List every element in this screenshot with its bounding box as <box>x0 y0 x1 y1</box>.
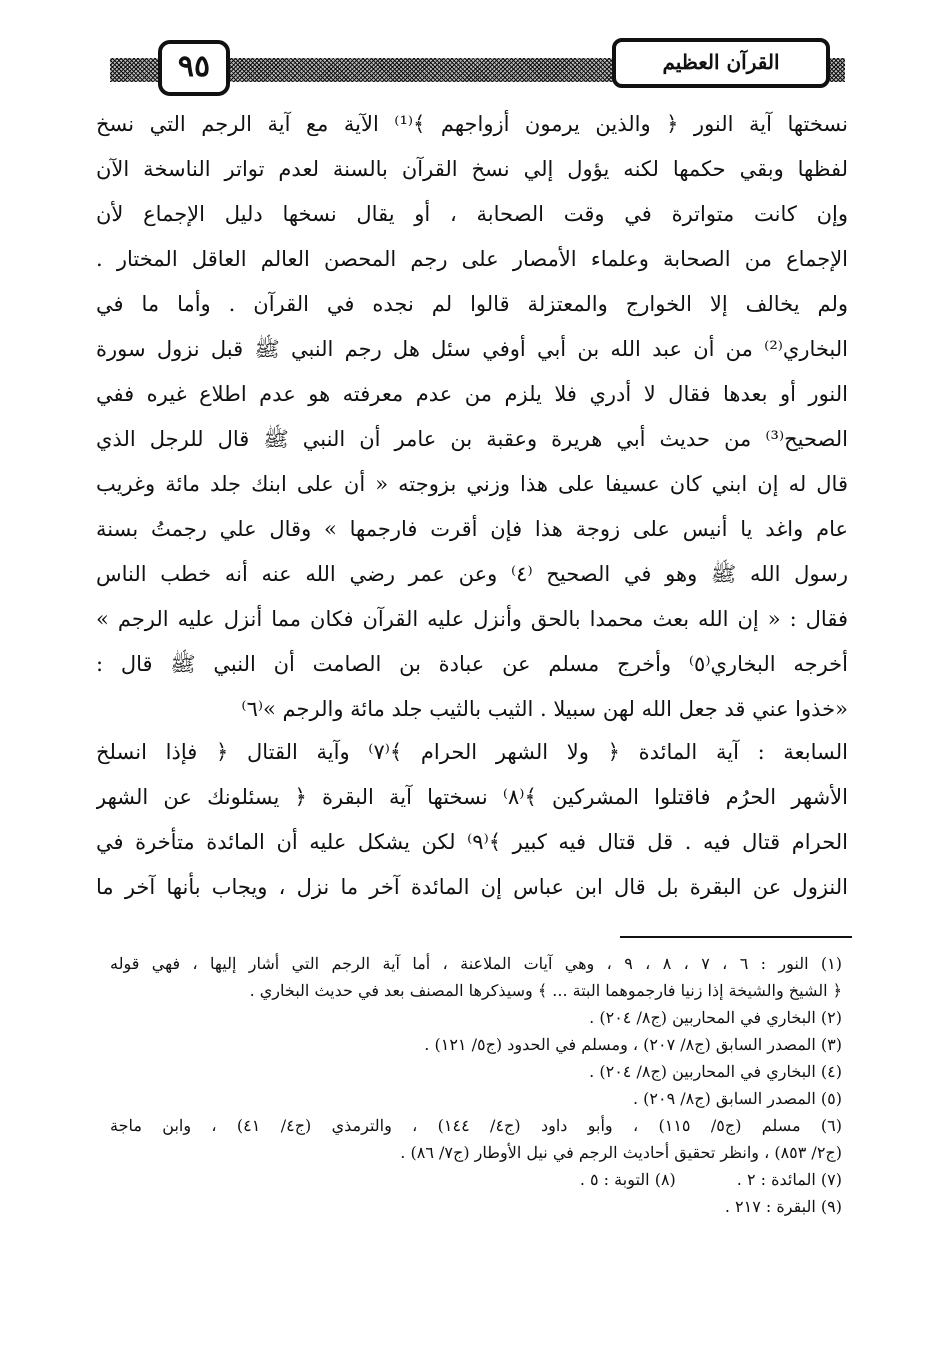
text-line: وإن كانت متواترة في وقت الصحابة ، أو يقال نسخها دليل الإجماع لأن <box>96 202 848 226</box>
footnote-line: (٩) البقرة : ٢١٧ . <box>724 1197 842 1216</box>
text-line: النور أو بعدها فقال لا أدري فلا يلزم من عدم معرفته هو عدم اطلاع غيره ففي <box>96 382 848 406</box>
text-line: «خذوا عني قد جعل الله لهن سبيلا . الثيب بالثيب جلد مائة والرجم »⁽٦⁾ <box>241 697 848 721</box>
book-title: القرآن العظيم <box>612 38 830 88</box>
footnote-line: (١) النور : ٦ ، ٧ ، ٨ ، ٩ ، وهي آيات الملاعنة ، أما آية الرجم التي أشار إليها ، فهي قوله <box>110 954 842 973</box>
text-line: فقال : « إن الله بعث محمدا بالحق وأنزل عليه القرآن فكان مما أنزل عليه الرجم » <box>96 607 848 631</box>
footnote-line: (ج٢/ ٨٥٣) ، وانظر تحقيق أحاديث الرجم في نيل الأوطار (ج٧/ ٨٦) . <box>400 1143 842 1162</box>
footnote-line: (٤) البخاري في المحاربين (ج٨/ ٢٠٤) . <box>589 1062 842 1081</box>
text-line: نسختها آية النور ﴿ والذين يرمون أزواجهم ﴾⁽¹⁾ الآية مع آية الرجم التي نسخ <box>96 112 848 136</box>
footnotes <box>110 950 842 1220</box>
text-line: عام واغد يا أنيس على زوجة هذا فإن أقرت فارجمها » وقال علي رجمتُ بسنة <box>96 517 848 541</box>
paragraph-rajm <box>96 102 848 732</box>
paragraph-seventh <box>96 730 848 910</box>
text-line: ولم يخالف إلا الخوارج والمعتزلة قالوا لم نجده في القرآن . وأما ما في <box>96 292 848 316</box>
text-line: البخاري⁽²⁾ من أن عبد الله بن أبي أوفي سئل هل رجم النبي ﷺ قبل نزول سورة <box>96 337 848 361</box>
text-line: الإجماع من الصحابة وعلماء الأمصار على رجم المحصن العالم العاقل المختار . <box>96 247 848 271</box>
text-line: السابعة : آية المائدة ﴿ ولا الشهر الحرام ﴾⁽٧⁾ وآية القتال ﴿ فإذا انسلخ <box>96 740 848 764</box>
footnote-line: (٣) المصدر السابق (ج٨/ ٢٠٧) ، ومسلم في الحدود (ج٥/ ١٢١) . <box>424 1035 842 1054</box>
footnote-line: ﴿ الشيخ والشيخة إذا زنيا فارجموهما البتة ... ﴾ وسيذكرها المصنف بعد في حديث البخاري . <box>249 981 842 1000</box>
page-number: ٩٥ <box>158 40 230 96</box>
footnote-line: (٥) المصدر السابق (ج٨/ ٢٠٩) . <box>632 1089 842 1108</box>
text-line: لفظها وبقي حكمها لكنه يؤول إلي نسخ القرآن بالسنة لعدم تواتر الناسخة الآن <box>96 157 848 181</box>
text-line: الصحيح⁽³⁾ من حديث أبي هريرة وعقبة بن عامر أن النبي ﷺ قال للرجل الذي <box>96 427 848 451</box>
footnote-line: (٢) البخاري في المحاربين (ج٨/ ٢٠٤) . <box>589 1008 842 1027</box>
text-line: رسول الله ﷺ وهو في الصحيح ⁽٤⁾ وعن عمر رضي الله عنه أنه خطب الناس <box>96 562 848 586</box>
text-line: النزول عن البقرة بل قال ابن عباس إن المائدة آخر ما نزل ، ويجاب بأنها آخر ما <box>96 875 848 899</box>
footnote-line: (٧) المائدة : ٢ . (٨) التوبة : ٥ . <box>579 1170 842 1189</box>
footnote-line: (٦) مسلم (ج٥/ ١١٥) ، وأبو داود (ج٤/ ١٤٤) ، والترمذي (ج٤/ ٤١) ، وابن ماجة <box>110 1116 842 1135</box>
page-header <box>0 0 940 100</box>
footnote-divider <box>620 936 852 938</box>
text-line: أخرجه البخاري⁽٥⁾ وأخرج مسلم عن عبادة بن الصامت أن النبي ﷺ قال : <box>96 652 848 676</box>
text-line: الحرام قتال فيه . قل قتال فيه كبير ﴾⁽٩⁾ لكن يشكل عليه أن المائدة متأخرة في <box>96 830 848 854</box>
text-line: قال له إن ابني كان عسيفا على هذا وزني بزوجته « أن على ابنك جلد مائة وغريب <box>96 472 848 496</box>
text-line: الأشهر الحرُم فاقتلوا المشركين ﴾⁽٨⁾ نسختها آية البقرة ﴿ يسئلونك عن الشهر <box>96 785 848 809</box>
